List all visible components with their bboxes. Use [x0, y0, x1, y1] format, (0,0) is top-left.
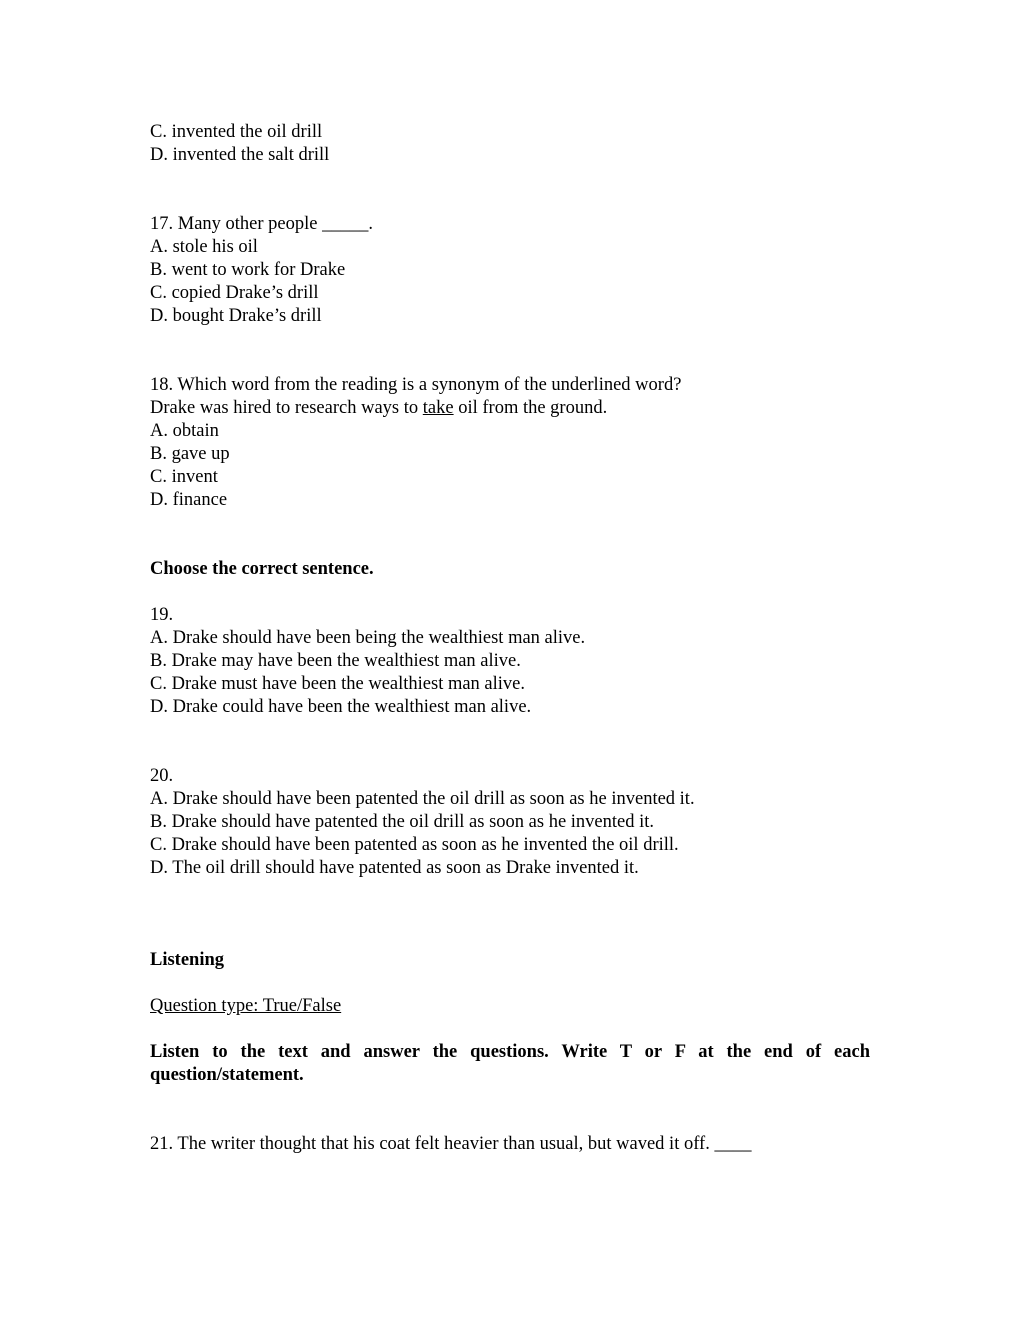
q19-number: 19. [150, 605, 174, 625]
q19-option-b: B. Drake may have been the wealthiest man alive. [150, 651, 521, 671]
question-type-label: Question type: True/False [150, 996, 342, 1016]
q18-option-d: D. finance [150, 490, 228, 510]
q17-stem: 17. Many other people _____. [150, 214, 373, 234]
q20-number: 20. [150, 766, 174, 786]
q20-option-c: C. Drake should have been patented as soon as he invented the oil drill. [150, 835, 679, 855]
q21-stem: 21. The writer thought that his coat felt heavier than usual, but waved it off. ____ [150, 1134, 752, 1154]
q17-option-b: B. went to work for Drake [150, 260, 346, 280]
q18-sentence-before: Drake was hired to research ways to [150, 398, 423, 418]
listening-instruction-line-1: Listen to the text and answer the questions. Write T or F at the end of each [150, 1042, 870, 1062]
q19-option-a: A. Drake should have been being the wealthiest man alive. [150, 628, 586, 648]
listening-heading: Listening [150, 950, 225, 970]
q16-option-c: C. invented the oil drill [150, 122, 323, 142]
q20-option-b: B. Drake should have patented the oil drill as soon as he invented it. [150, 812, 655, 832]
q17-option-d: D. bought Drake’s drill [150, 306, 322, 326]
q18-stem: 18. Which word from the reading is a synonym of the underlined word? [150, 375, 682, 395]
q20-option-d: D. The oil drill should have patented as soon as Drake invented it. [150, 858, 639, 878]
q20-option-a: A. Drake should have been patented the oil drill as soon as he invented it. [150, 789, 695, 809]
q18-option-b: B. gave up [150, 444, 230, 464]
q16-option-d: D. invented the salt drill [150, 145, 330, 165]
q17-option-c: C. copied Drake’s drill [150, 283, 319, 303]
q17-option-a: A. stole his oil [150, 237, 258, 257]
q19-option-d: D. Drake could have been the wealthiest man alive. [150, 697, 532, 717]
q18-option-a: A. obtain [150, 421, 219, 441]
q18-sentence [150, 397, 607, 420]
q18-underlined-word: take [422, 398, 454, 418]
section-heading-choose: Choose the correct sentence. [150, 559, 374, 579]
listening-instruction-line-2: question/statement. [150, 1065, 304, 1085]
q18-sentence-after: oil from the ground. [453, 398, 608, 418]
q18-option-c: C. invent [150, 467, 218, 487]
q19-option-c: C. Drake must have been the wealthiest man alive. [150, 674, 526, 694]
